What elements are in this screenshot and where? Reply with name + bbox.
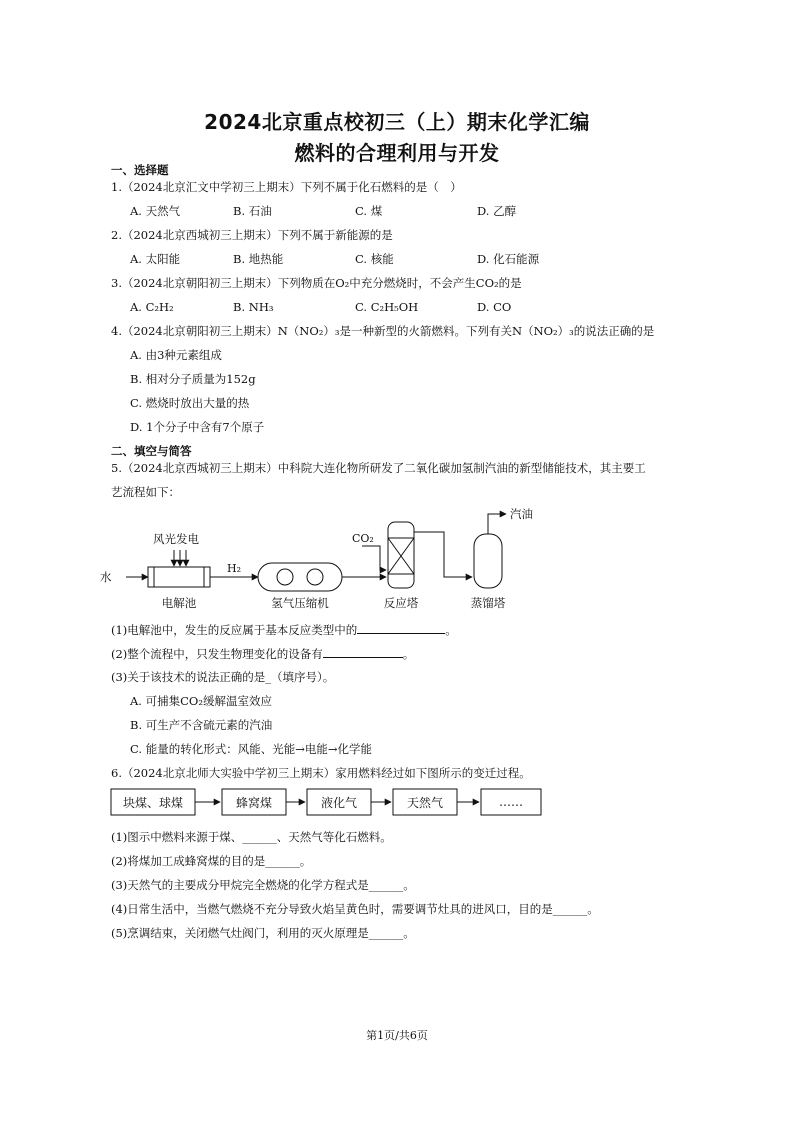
question-5-sub3: (3)关于该技术的说法正确的是_（填序号）。	[111, 670, 335, 684]
section-choice-heading: 一、选择题	[111, 163, 169, 177]
question-6-sub3: (3)天然气的主要成分甲烷完全燃烧的化学方程式是______。	[111, 878, 415, 892]
answer-blank[interactable]	[323, 646, 403, 658]
question-4-option-b: B. 相对分子质量为152g	[130, 372, 256, 386]
fuel-box-lump-coal: 块煤、球煤	[122, 796, 184, 810]
question-3-option-b: B. NH₃	[233, 300, 274, 314]
fuel-box-natural-gas: 天然气	[406, 796, 444, 810]
question-5-stem-line2: 艺流程如下：	[111, 485, 180, 499]
question-5-option-c: C. 能量的转化形式：风能、光能→电能→化学能	[130, 742, 372, 756]
process-flow-diagram	[100, 500, 560, 615]
question-5-option-a: A. 可捕集CO₂缓解温室效应	[130, 694, 272, 708]
fuel-box-lpg: 液化气	[320, 796, 358, 810]
diagram-label-electrolyzer: 电解池	[161, 596, 197, 610]
question-3-option-d: D. CO	[477, 300, 512, 314]
fuel-box-honeycomb-coal: 蜂窝煤	[235, 796, 273, 810]
diagram-label-wind-solar: 风光发电	[153, 532, 199, 546]
page-subtitle: 燃料的合理利用与开发	[294, 141, 500, 165]
diagram-label-co2: CO₂	[352, 532, 374, 545]
question-1-option-d: D. 乙醇	[477, 204, 517, 218]
question-3-option-a: A. C₂H₂	[130, 300, 174, 314]
question-5-sub2: (2)整个流程中，只发生物理变化的设备有 。	[111, 647, 415, 661]
question-2-option-c: C. 核能	[355, 252, 394, 266]
diagram-label-compressor: 氢气压缩机	[271, 596, 329, 610]
question-3-stem: 3.（2024北京朝阳初三上期末）下列物质在O₂中充分燃烧时，不会产生CO₂的是	[111, 276, 522, 290]
section-fill-heading: 二、填空与简答	[111, 444, 192, 458]
question-5-sub1: (1)电解池中，发生的反应属于基本反应类型中的 。	[111, 623, 457, 637]
question-6-stem: 6.（2024北京北师大实验中学初三上期末）家用燃料经过如下图所示的变迁过程。	[111, 766, 531, 780]
question-1-stem: 1.（2024北京汇文中学初三上期末）下列不属于化石燃料的是（ ）	[111, 180, 462, 194]
diagram-label-distiller: 蒸馏塔	[470, 596, 506, 610]
question-6-sub2: (2)将煤加工成蜂窝煤的目的是______。	[111, 854, 312, 868]
diagram-label-reactor: 反应塔	[383, 596, 419, 610]
fuel-box-ellipsis: ……	[499, 795, 523, 809]
question-2-option-d: D. 化石能源	[477, 252, 540, 266]
answer-blank[interactable]	[357, 622, 445, 634]
diagram-label-water: 水	[100, 570, 112, 584]
question-5-option-b: B. 可生产不含硫元素的汽油	[130, 718, 273, 732]
question-4-stem: 4.（2024北京朝阳初三上期末）N（NO₂）₃是一种新型的火箭燃料。下列有关N（NO₂）₃的说法正确的是	[111, 324, 655, 338]
question-4-option-a: A. 由3种元素组成	[130, 348, 222, 362]
question-1-option-b: B. 石油	[233, 204, 272, 218]
question-2-option-b: B. 地热能	[233, 252, 284, 266]
question-5-stem-line1: 5.（2024北京西城初三上期末）中科院大连化物所研发了二氧化碳加氢制汽油的新型储能技术，其主要工	[111, 461, 646, 475]
page-number: 第1页/共6页	[366, 1029, 428, 1042]
question-1-option-c: C. 煤	[355, 204, 383, 218]
question-1-option-a: A. 天然气	[130, 204, 181, 218]
question-6-sub5: (5)烹调结束，关闭燃气灶阀门，利用的灭火原理是______。	[111, 926, 415, 940]
question-6-sub4: (4)日常生活中，当燃气燃烧不充分导致火焰呈黄色时，需要调节灶具的进风口，目的是______。	[111, 902, 599, 916]
question-6-sub1: (1)图示中燃料来源于煤、______、天然气等化石燃料。	[111, 830, 392, 844]
diagram-label-h2: H₂	[227, 562, 242, 575]
diagram-label-gasoline: 汽油	[510, 507, 533, 521]
question-4-option-c: C. 燃烧时放出大量的热	[130, 396, 250, 410]
question-3-option-c: C. C₂H₅OH	[355, 300, 419, 314]
question-2-option-a: A. 太阳能	[130, 252, 181, 266]
fuel-evolution-diagram	[108, 786, 548, 818]
question-4-option-d: D. 1个分子中含有7个原子	[130, 420, 265, 434]
page-title: 2024北京重点校初三（上）期末化学汇编	[204, 110, 590, 134]
question-2-stem: 2.（2024北京西城初三上期末）下列不属于新能源的是	[111, 228, 393, 242]
